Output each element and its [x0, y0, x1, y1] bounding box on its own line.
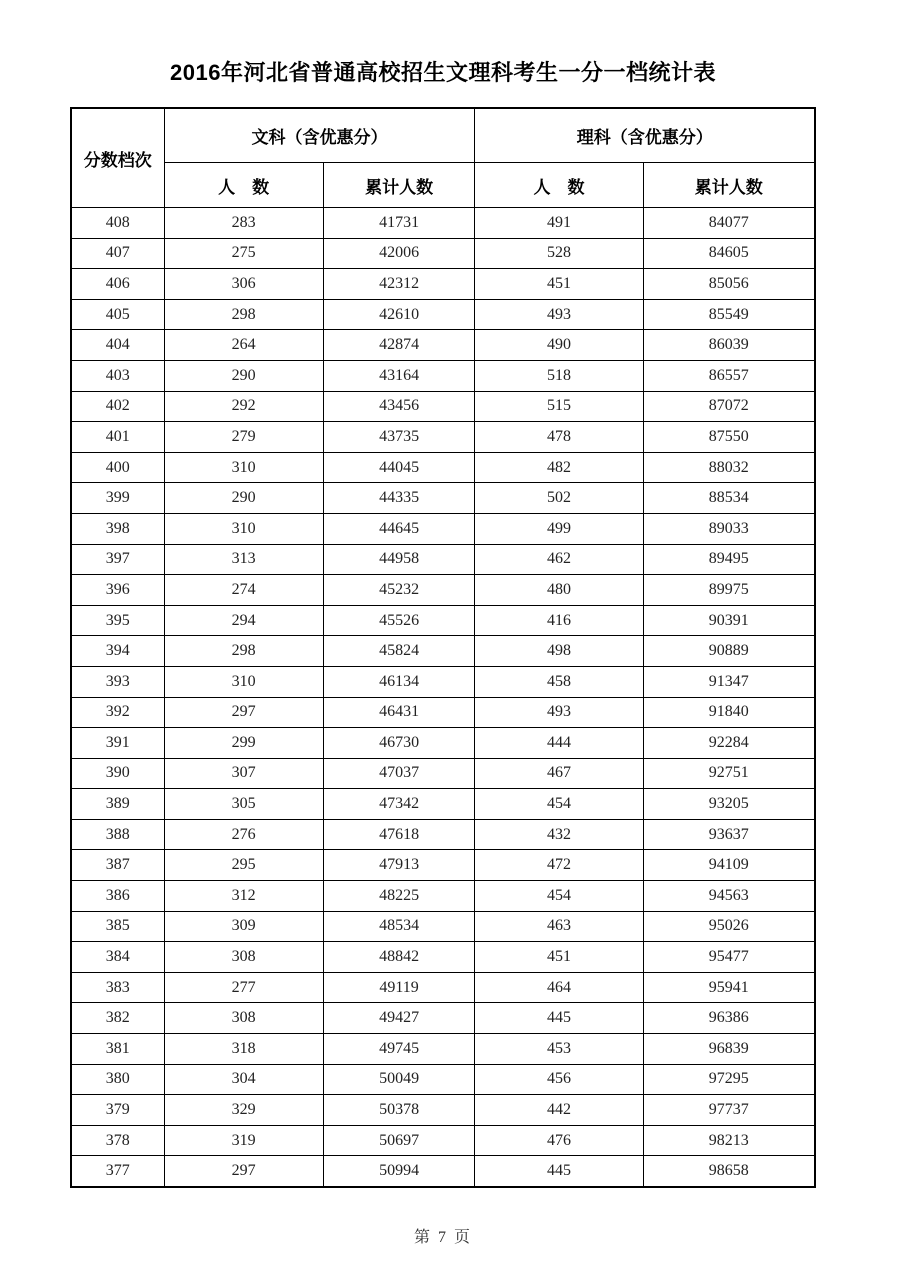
liberal-count-cell: 292 — [164, 391, 323, 422]
liberal-cumulative-cell: 48225 — [323, 881, 475, 912]
science-count-cell: 464 — [475, 972, 643, 1003]
liberal-count-cell: 308 — [164, 1003, 323, 1034]
science-cumulative-cell: 90889 — [643, 636, 815, 667]
liberal-count-cell: 304 — [164, 1064, 323, 1095]
science-cumulative-cell: 89033 — [643, 513, 815, 544]
header-science-cumulative: 累计人数 — [643, 163, 815, 208]
table-row — [71, 728, 815, 759]
score-level-cell: 389 — [71, 789, 164, 820]
liberal-cumulative-cell: 42006 — [323, 238, 475, 269]
liberal-cumulative-cell: 44045 — [323, 452, 475, 483]
table-row — [71, 238, 815, 269]
science-cumulative-cell: 94109 — [643, 850, 815, 881]
table-row — [71, 513, 815, 544]
liberal-cumulative-cell: 45526 — [323, 605, 475, 636]
liberal-cumulative-cell: 47913 — [323, 850, 475, 881]
table-row — [71, 697, 815, 728]
score-level-cell: 392 — [71, 697, 164, 728]
science-count-cell: 454 — [475, 881, 643, 912]
science-cumulative-cell: 93205 — [643, 789, 815, 820]
liberal-count-cell: 274 — [164, 575, 323, 606]
liberal-cumulative-cell: 47618 — [323, 819, 475, 850]
liberal-count-cell: 276 — [164, 819, 323, 850]
liberal-cumulative-cell: 50378 — [323, 1095, 475, 1126]
science-cumulative-cell: 89495 — [643, 544, 815, 575]
science-count-cell: 444 — [475, 728, 643, 759]
science-count-cell: 515 — [475, 391, 643, 422]
science-count-cell: 478 — [475, 422, 643, 453]
table-row — [71, 666, 815, 697]
table-row — [71, 575, 815, 606]
table-row — [71, 1064, 815, 1095]
liberal-cumulative-cell: 45824 — [323, 636, 475, 667]
science-count-cell: 445 — [475, 1003, 643, 1034]
science-cumulative-cell: 89975 — [643, 575, 815, 606]
liberal-count-cell: 310 — [164, 666, 323, 697]
science-count-cell: 462 — [475, 544, 643, 575]
score-level-cell: 400 — [71, 452, 164, 483]
liberal-cumulative-cell: 50994 — [323, 1156, 475, 1187]
liberal-cumulative-cell: 49745 — [323, 1034, 475, 1065]
science-cumulative-cell: 92284 — [643, 728, 815, 759]
score-level-cell: 384 — [71, 942, 164, 973]
liberal-cumulative-cell: 43735 — [323, 422, 475, 453]
science-cumulative-cell: 97295 — [643, 1064, 815, 1095]
liberal-cumulative-cell: 49427 — [323, 1003, 475, 1034]
science-cumulative-cell: 97737 — [643, 1095, 815, 1126]
header-science-group: 理科（含优惠分） — [475, 108, 815, 163]
science-count-cell: 499 — [475, 513, 643, 544]
liberal-cumulative-cell: 43164 — [323, 360, 475, 391]
science-cumulative-cell: 91840 — [643, 697, 815, 728]
table-row — [71, 942, 815, 973]
science-cumulative-cell: 93637 — [643, 819, 815, 850]
science-cumulative-cell: 88032 — [643, 452, 815, 483]
science-cumulative-cell: 96386 — [643, 1003, 815, 1034]
science-cumulative-cell: 95477 — [643, 942, 815, 973]
table-row — [71, 1003, 815, 1034]
liberal-cumulative-cell: 48534 — [323, 911, 475, 942]
score-level-cell: 393 — [71, 666, 164, 697]
score-level-cell: 385 — [71, 911, 164, 942]
liberal-count-cell: 294 — [164, 605, 323, 636]
science-count-cell: 467 — [475, 758, 643, 789]
liberal-count-cell: 306 — [164, 269, 323, 300]
score-level-cell: 399 — [71, 483, 164, 514]
science-count-cell: 518 — [475, 360, 643, 391]
science-count-cell: 480 — [475, 575, 643, 606]
liberal-count-cell: 329 — [164, 1095, 323, 1126]
science-count-cell: 482 — [475, 452, 643, 483]
table-row — [71, 972, 815, 1003]
science-count-cell: 453 — [475, 1034, 643, 1065]
liberal-cumulative-cell: 42312 — [323, 269, 475, 300]
science-cumulative-cell: 87072 — [643, 391, 815, 422]
score-level-cell: 408 — [71, 208, 164, 239]
header-science-count: 人 数 — [475, 163, 643, 208]
liberal-cumulative-cell: 44335 — [323, 483, 475, 514]
liberal-cumulative-cell: 46134 — [323, 666, 475, 697]
liberal-count-cell: 313 — [164, 544, 323, 575]
table-body — [71, 208, 815, 1188]
table-row — [71, 819, 815, 850]
table-row — [71, 544, 815, 575]
header-liberal-cumulative: 累计人数 — [323, 163, 475, 208]
score-distribution-table — [70, 107, 816, 1188]
science-cumulative-cell: 84605 — [643, 238, 815, 269]
science-count-cell: 528 — [475, 238, 643, 269]
liberal-count-cell: 298 — [164, 299, 323, 330]
liberal-count-cell: 312 — [164, 881, 323, 912]
liberal-count-cell: 283 — [164, 208, 323, 239]
liberal-cumulative-cell: 44645 — [323, 513, 475, 544]
liberal-count-cell: 264 — [164, 330, 323, 361]
liberal-cumulative-cell: 48842 — [323, 942, 475, 973]
science-cumulative-cell: 90391 — [643, 605, 815, 636]
liberal-count-cell: 310 — [164, 452, 323, 483]
liberal-cumulative-cell: 50697 — [323, 1125, 475, 1156]
science-cumulative-cell: 95026 — [643, 911, 815, 942]
science-count-cell: 498 — [475, 636, 643, 667]
score-level-cell: 377 — [71, 1156, 164, 1187]
science-count-cell: 472 — [475, 850, 643, 881]
score-level-cell: 406 — [71, 269, 164, 300]
table-row — [71, 1034, 815, 1065]
liberal-count-cell: 319 — [164, 1125, 323, 1156]
score-level-cell: 388 — [71, 819, 164, 850]
liberal-count-cell: 305 — [164, 789, 323, 820]
score-level-cell: 405 — [71, 299, 164, 330]
science-count-cell: 493 — [475, 697, 643, 728]
score-level-cell: 386 — [71, 881, 164, 912]
page-title: 2016年河北省普通高校招生文理科考生一分一档统计表 — [170, 60, 716, 85]
table-row — [71, 1156, 815, 1187]
table-row — [71, 330, 815, 361]
science-cumulative-cell: 94563 — [643, 881, 815, 912]
score-level-cell: 380 — [71, 1064, 164, 1095]
table-row — [71, 850, 815, 881]
science-count-cell: 451 — [475, 942, 643, 973]
score-level-cell: 404 — [71, 330, 164, 361]
header-group-row — [71, 108, 815, 163]
table-row — [71, 605, 815, 636]
liberal-count-cell: 275 — [164, 238, 323, 269]
page-number: 第 7 页 — [413, 1229, 472, 1246]
science-cumulative-cell: 92751 — [643, 758, 815, 789]
score-level-cell: 398 — [71, 513, 164, 544]
score-level-cell: 403 — [71, 360, 164, 391]
liberal-cumulative-cell: 42874 — [323, 330, 475, 361]
liberal-count-cell: 310 — [164, 513, 323, 544]
liberal-cumulative-cell: 47342 — [323, 789, 475, 820]
table-row — [71, 269, 815, 300]
liberal-count-cell: 299 — [164, 728, 323, 759]
table-row — [71, 881, 815, 912]
table-row — [71, 789, 815, 820]
science-count-cell: 416 — [475, 605, 643, 636]
science-cumulative-cell: 88534 — [643, 483, 815, 514]
science-count-cell: 502 — [475, 483, 643, 514]
table-row — [71, 636, 815, 667]
table-row — [71, 208, 815, 239]
table-row — [71, 299, 815, 330]
liberal-count-cell: 307 — [164, 758, 323, 789]
liberal-cumulative-cell: 46431 — [323, 697, 475, 728]
liberal-count-cell: 298 — [164, 636, 323, 667]
science-count-cell: 454 — [475, 789, 643, 820]
score-level-cell: 394 — [71, 636, 164, 667]
science-count-cell: 456 — [475, 1064, 643, 1095]
liberal-cumulative-cell: 46730 — [323, 728, 475, 759]
liberal-cumulative-cell: 44958 — [323, 544, 475, 575]
liberal-count-cell: 308 — [164, 942, 323, 973]
table-row — [71, 911, 815, 942]
science-cumulative-cell: 95941 — [643, 972, 815, 1003]
science-cumulative-cell: 91347 — [643, 666, 815, 697]
score-level-cell: 395 — [71, 605, 164, 636]
liberal-count-cell: 297 — [164, 1156, 323, 1187]
score-level-cell: 379 — [71, 1095, 164, 1126]
science-count-cell: 491 — [475, 208, 643, 239]
science-count-cell: 451 — [475, 269, 643, 300]
liberal-count-cell: 290 — [164, 360, 323, 391]
science-count-cell: 442 — [475, 1095, 643, 1126]
score-level-cell: 387 — [71, 850, 164, 881]
score-level-cell: 407 — [71, 238, 164, 269]
table-row — [71, 452, 815, 483]
table-row — [71, 483, 815, 514]
science-cumulative-cell: 85056 — [643, 269, 815, 300]
table-row — [71, 1095, 815, 1126]
table-row — [71, 422, 815, 453]
score-level-cell: 396 — [71, 575, 164, 606]
science-count-cell: 458 — [475, 666, 643, 697]
score-level-cell: 382 — [71, 1003, 164, 1034]
science-cumulative-cell: 86039 — [643, 330, 815, 361]
science-count-cell: 463 — [475, 911, 643, 942]
liberal-count-cell: 309 — [164, 911, 323, 942]
science-count-cell: 493 — [475, 299, 643, 330]
science-count-cell: 445 — [475, 1156, 643, 1187]
science-cumulative-cell: 84077 — [643, 208, 815, 239]
header-sub-row — [71, 163, 815, 208]
science-cumulative-cell: 85549 — [643, 299, 815, 330]
liberal-cumulative-cell: 41731 — [323, 208, 475, 239]
table-row — [71, 391, 815, 422]
score-level-cell: 391 — [71, 728, 164, 759]
science-cumulative-cell: 87550 — [643, 422, 815, 453]
liberal-count-cell: 277 — [164, 972, 323, 1003]
table-header — [71, 108, 815, 208]
science-cumulative-cell: 96839 — [643, 1034, 815, 1065]
score-level-cell: 401 — [71, 422, 164, 453]
score-level-cell: 381 — [71, 1034, 164, 1065]
score-level-cell: 383 — [71, 972, 164, 1003]
liberal-cumulative-cell: 43456 — [323, 391, 475, 422]
header-score-level: 分数档次 — [71, 108, 164, 208]
science-cumulative-cell: 86557 — [643, 360, 815, 391]
liberal-cumulative-cell: 49119 — [323, 972, 475, 1003]
score-level-cell: 390 — [71, 758, 164, 789]
science-cumulative-cell: 98658 — [643, 1156, 815, 1187]
header-liberal-count: 人 数 — [164, 163, 323, 208]
liberal-cumulative-cell: 45232 — [323, 575, 475, 606]
table-row — [71, 758, 815, 789]
liberal-count-cell: 290 — [164, 483, 323, 514]
header-liberal-arts-group: 文科（含优惠分） — [164, 108, 475, 163]
score-level-cell: 402 — [71, 391, 164, 422]
liberal-count-cell: 297 — [164, 697, 323, 728]
table-row — [71, 1125, 815, 1156]
liberal-count-cell: 318 — [164, 1034, 323, 1065]
score-level-cell: 397 — [71, 544, 164, 575]
table-row — [71, 360, 815, 391]
science-count-cell: 490 — [475, 330, 643, 361]
liberal-count-cell: 279 — [164, 422, 323, 453]
liberal-cumulative-cell: 42610 — [323, 299, 475, 330]
science-count-cell: 432 — [475, 819, 643, 850]
liberal-cumulative-cell: 47037 — [323, 758, 475, 789]
science-count-cell: 476 — [475, 1125, 643, 1156]
science-cumulative-cell: 98213 — [643, 1125, 815, 1156]
liberal-count-cell: 295 — [164, 850, 323, 881]
score-level-cell: 378 — [71, 1125, 164, 1156]
liberal-cumulative-cell: 50049 — [323, 1064, 475, 1095]
